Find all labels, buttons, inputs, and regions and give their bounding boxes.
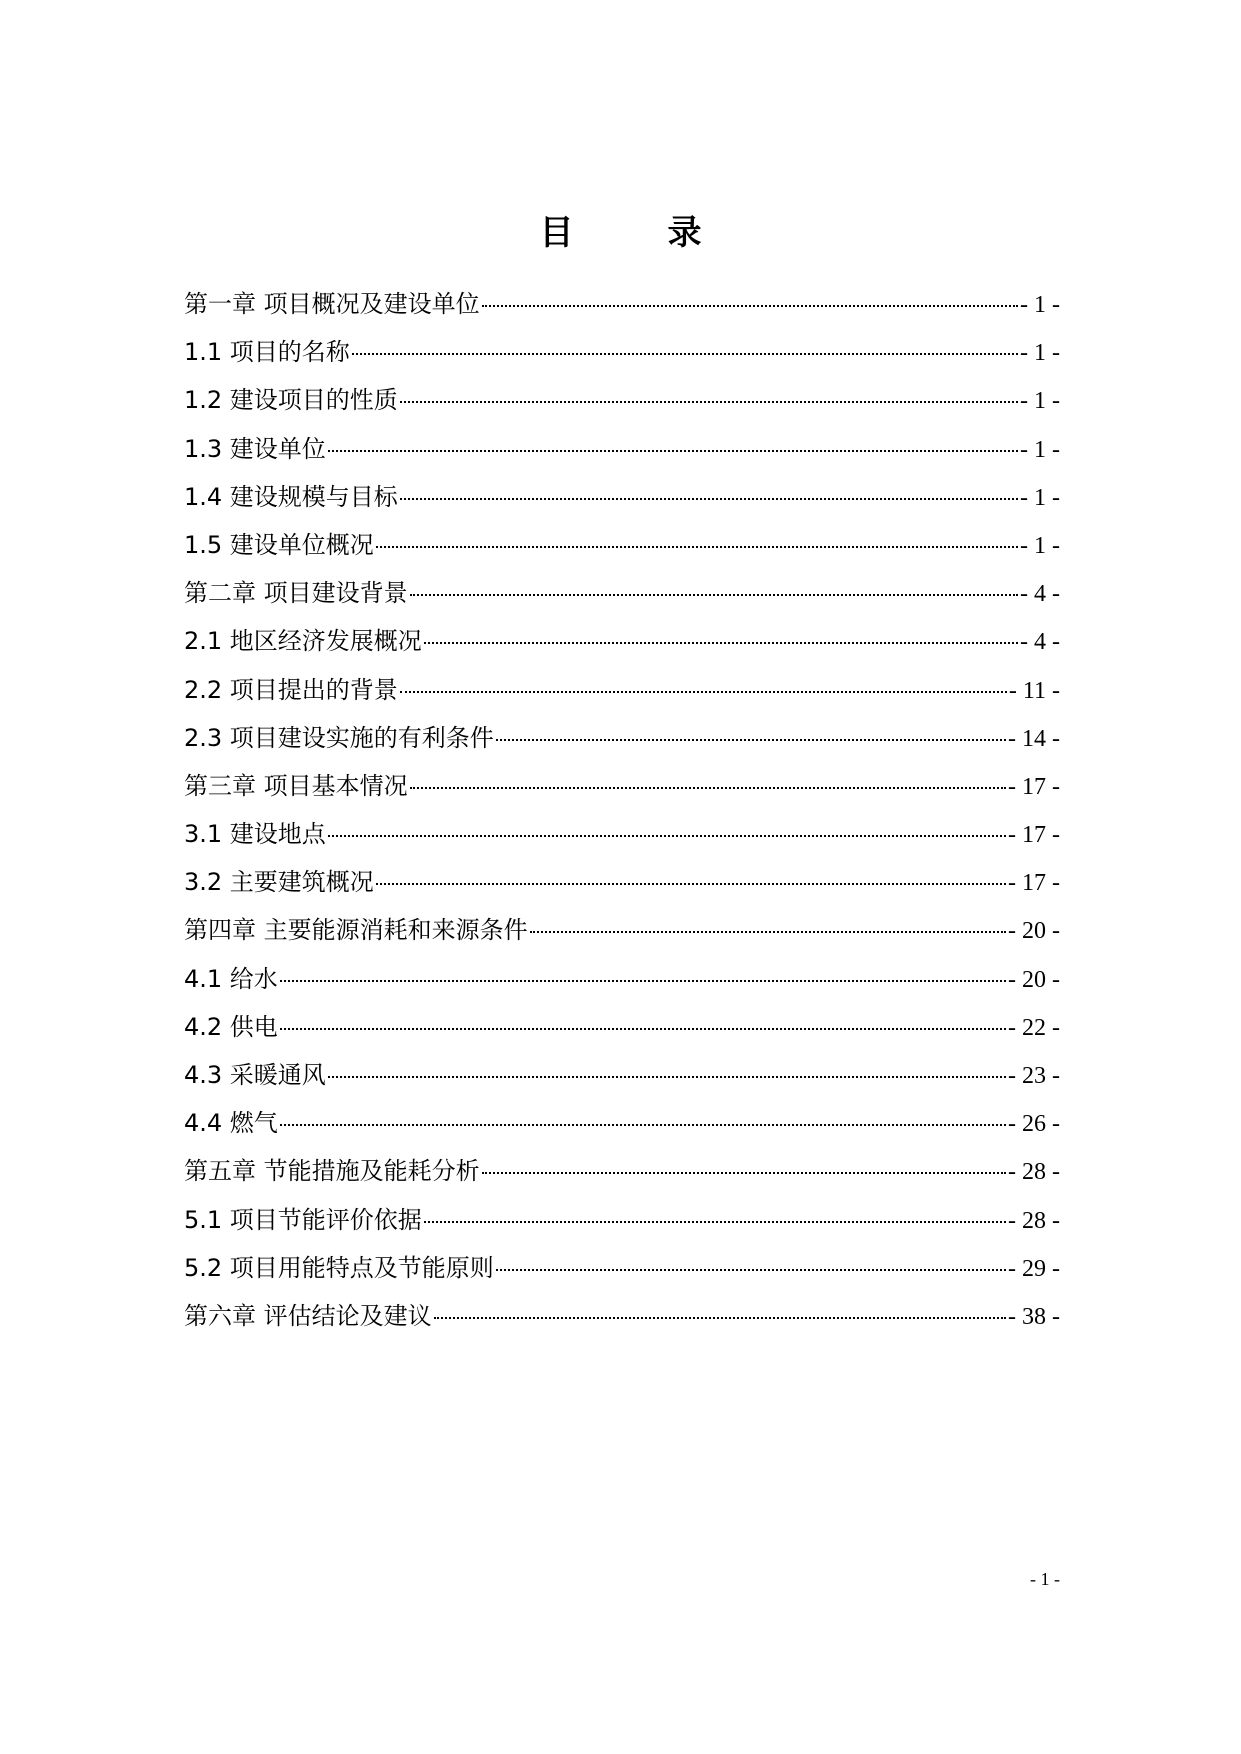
dot-leader bbox=[376, 883, 1006, 885]
toc-entry-page: - 1 - bbox=[1020, 436, 1060, 463]
toc-entry-label: 1.1 项目的名称 bbox=[184, 338, 350, 367]
toc-entry-1-4[interactable] bbox=[184, 482, 1060, 530]
toc-entry-3-2[interactable] bbox=[184, 867, 1060, 915]
toc-entry-page: - 28 - bbox=[1008, 1207, 1060, 1234]
dot-leader bbox=[352, 353, 1018, 355]
toc-entry-label: 4.4 燃气 bbox=[184, 1109, 278, 1138]
toc-entry-5-1[interactable] bbox=[184, 1205, 1060, 1253]
toc-entry-page: - 4 - bbox=[1020, 581, 1060, 608]
toc-entry-label: 1.5 建设单位概况 bbox=[184, 530, 374, 559]
toc-entry-label: 4.2 供电 bbox=[184, 1012, 278, 1041]
toc-entry-label: 第五章 节能措施及能耗分析 bbox=[184, 1157, 480, 1186]
toc-entry-chapter-2[interactable] bbox=[184, 578, 1060, 626]
toc-entry-page: - 4 - bbox=[1020, 629, 1060, 656]
dot-leader bbox=[280, 980, 1006, 982]
toc-entry-1-5[interactable] bbox=[184, 530, 1060, 578]
dot-leader bbox=[400, 498, 1018, 500]
toc-entry-label: 4.1 给水 bbox=[184, 964, 278, 993]
toc-entry-page: - 28 - bbox=[1008, 1159, 1060, 1186]
dot-leader bbox=[400, 401, 1018, 403]
dot-leader bbox=[434, 1317, 1006, 1319]
toc-entry-page: - 26 - bbox=[1008, 1111, 1060, 1138]
toc-entry-2-3[interactable] bbox=[184, 723, 1060, 771]
toc-entry-page: - 29 - bbox=[1008, 1255, 1060, 1282]
toc-entry-page: - 20 - bbox=[1008, 918, 1060, 945]
toc-entry-chapter-4[interactable] bbox=[184, 915, 1060, 963]
toc-entry-page: - 17 - bbox=[1008, 822, 1060, 849]
toc-entry-label: 3.2 主要建筑概况 bbox=[184, 868, 374, 897]
toc-entry-4-3[interactable] bbox=[184, 1060, 1060, 1108]
toc-entry-page: - 1 - bbox=[1020, 340, 1060, 367]
dot-leader bbox=[280, 1028, 1006, 1030]
dot-leader bbox=[376, 546, 1018, 548]
dot-leader bbox=[400, 691, 1007, 693]
toc-entry-chapter-3[interactable] bbox=[184, 771, 1060, 819]
toc-entry-page: - 1 - bbox=[1020, 532, 1060, 559]
dot-leader bbox=[530, 931, 1006, 933]
toc-entry-label: 1.2 建设项目的性质 bbox=[184, 386, 398, 415]
toc-entry-2-2[interactable] bbox=[184, 675, 1060, 723]
toc-entry-label: 2.1 地区经济发展概况 bbox=[184, 627, 422, 656]
dot-leader bbox=[496, 739, 1006, 741]
toc-entry-label: 第三章 项目基本情况 bbox=[184, 771, 408, 800]
dot-leader bbox=[424, 642, 1018, 644]
toc-entry-chapter-5[interactable] bbox=[184, 1156, 1060, 1204]
toc-title: 目 录 bbox=[539, 213, 732, 253]
dot-leader bbox=[328, 1076, 1006, 1078]
toc-entry-label: 第二章 项目建设背景 bbox=[184, 579, 408, 608]
toc-entry-label: 1.4 建设规模与目标 bbox=[184, 482, 398, 511]
toc-entry-page: - 14 - bbox=[1008, 725, 1060, 752]
toc-entry-page: - 11 - bbox=[1008, 677, 1060, 704]
toc-entry-label: 4.3 采暖通风 bbox=[184, 1061, 326, 1089]
toc-entry-1-2[interactable] bbox=[184, 385, 1060, 433]
toc-entry-page: - 22 - bbox=[1008, 1014, 1060, 1041]
toc-entry-label: 第四章 主要能源消耗和来源条件 bbox=[184, 916, 528, 945]
toc-entry-1-3[interactable] bbox=[184, 434, 1060, 482]
toc-entry-1-1[interactable] bbox=[184, 337, 1060, 385]
toc-list bbox=[184, 289, 1060, 1349]
toc-entry-4-4[interactable] bbox=[184, 1108, 1060, 1156]
toc-entry-2-1[interactable] bbox=[184, 626, 1060, 674]
dot-leader bbox=[482, 305, 1018, 307]
toc-entry-label: 第六章 评估结论及建议 bbox=[184, 1301, 432, 1330]
toc-entry-3-1[interactable] bbox=[184, 819, 1060, 867]
toc-entry-page: - 1 - bbox=[1020, 292, 1060, 318]
page-number: - 1 - bbox=[1030, 1569, 1060, 1589]
toc-entry-label: 3.1 建设地点 bbox=[184, 820, 326, 849]
toc-entry-page: - 17 - bbox=[1008, 870, 1060, 897]
toc-entry-label: 2.2 项目提出的背景 bbox=[184, 675, 398, 704]
toc-entry-page: - 20 - bbox=[1008, 966, 1060, 993]
toc-entry-page: - 1 - bbox=[1020, 388, 1060, 415]
toc-entry-page: - 38 - bbox=[1008, 1303, 1060, 1330]
toc-entry-label: 5.2 项目用能特点及节能原则 bbox=[184, 1253, 494, 1282]
toc-entry-label: 1.3 建设单位 bbox=[184, 434, 326, 463]
toc-entry-4-2[interactable] bbox=[184, 1012, 1060, 1060]
toc-entry-label: 第一章 项目概况及建设单位 bbox=[184, 290, 480, 318]
dot-leader bbox=[482, 1172, 1006, 1174]
toc-entry-label: 5.1 项目节能评价依据 bbox=[184, 1205, 422, 1234]
dot-leader bbox=[496, 1269, 1006, 1271]
dot-leader bbox=[280, 1124, 1006, 1126]
dot-leader bbox=[410, 787, 1006, 789]
toc-entry-page: - 1 - bbox=[1020, 484, 1060, 511]
toc-entry-page: - 23 - bbox=[1008, 1063, 1060, 1089]
dot-leader bbox=[410, 594, 1018, 596]
dot-leader bbox=[424, 1221, 1006, 1223]
toc-entry-4-1[interactable] bbox=[184, 964, 1060, 1012]
toc-entry-chapter-6[interactable] bbox=[184, 1301, 1060, 1349]
toc-entry-chapter-1[interactable] bbox=[184, 289, 1060, 337]
dot-leader bbox=[328, 450, 1018, 452]
toc-entry-5-2[interactable] bbox=[184, 1253, 1060, 1301]
toc-entry-label: 2.3 项目建设实施的有利条件 bbox=[184, 723, 494, 752]
dot-leader bbox=[328, 835, 1006, 837]
toc-entry-page: - 17 - bbox=[1008, 773, 1060, 800]
